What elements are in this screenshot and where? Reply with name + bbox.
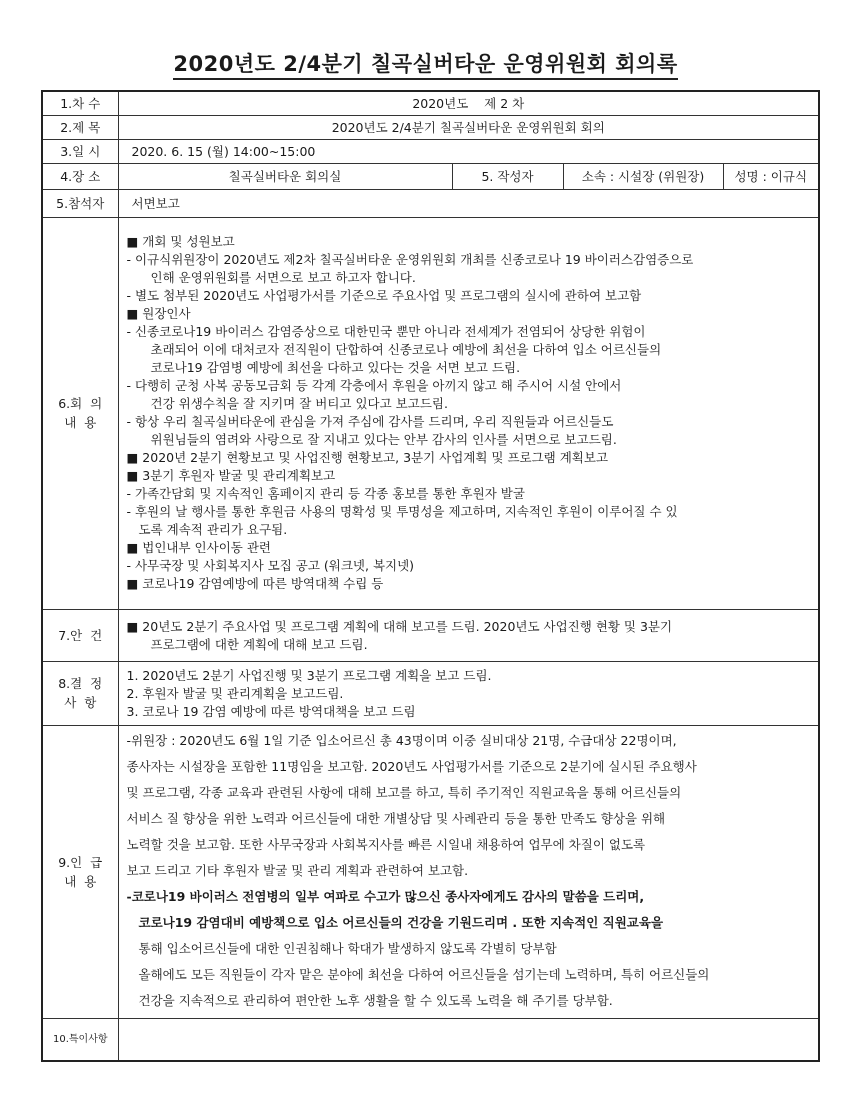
content-line: 코로나19 감염병 예방에 최선을 다하고 있다는 것을 서면 보고 드림.: [150, 360, 521, 375]
value-session: 2020년도 제 2 차: [118, 91, 819, 115]
row-remarks: [42, 1018, 819, 1061]
label-discussion-line1: 9.인 급: [58, 854, 103, 870]
value-writer-name: 성명 : 이규식: [723, 163, 819, 189]
content-line: - 사무국장 및 사회복지사 모집 공고 (워크넷, 복지넷): [126, 558, 415, 573]
content-line: ■ 원장인사: [126, 306, 191, 321]
label-meeting-content-line2: 내 용: [64, 415, 97, 430]
discussion-line: -코로나19 바이러스 전염병의 일부 여파로 수고가 많으신 종사자에게도 감사의 말씀을 드리며,: [126, 888, 645, 904]
row-resolutions: [42, 661, 819, 725]
agenda-line: ■ 20년도 2분기 주요사업 및 프로그램 계획에 대해 보고를 드림. 2020년도 사업진행 현황 및 3분기: [126, 619, 673, 634]
label-discussion-line2: 내 용: [64, 873, 97, 889]
label-meeting-content: [42, 217, 118, 609]
label-resolutions-line2: 사 항: [64, 695, 97, 710]
row-session: [42, 91, 819, 115]
discussion-line: 보고 드리고 기타 후원자 발굴 및 관리 계획과 관련하여 보고함.: [126, 862, 469, 878]
content-line: 초래되어 이에 대처코자 전직원이 단합하여 신종코로나 예방에 최선을 다하여 입소 어르신들의: [150, 342, 662, 357]
value-place: 칠곡실버타운 회의실: [118, 163, 452, 189]
label-meeting-content-line1: 6.회 의: [58, 396, 103, 411]
discussion-line: 올해에도 모든 직원들이 각자 맡은 분야에 최선을 다하여 어르신들을 섬기는데 노력하며, 특히 어르신들의: [138, 966, 710, 982]
discussion-line: 건강을 지속적으로 관리하여 편안한 노후 생활을 할 수 있도록 노력을 해 주기를 당부함.: [138, 992, 613, 1008]
label-subject: 2.제 목: [42, 115, 118, 139]
label-writer: 5. 작성자: [452, 163, 563, 189]
content-line: 위원님들의 염려와 사랑으로 잘 지내고 있다는 안부 감사의 인사를 서면으로 보고드림.: [150, 432, 617, 447]
meeting-content-body: [118, 217, 819, 609]
content-line: ■ 코로나19 감염예방에 따른 방역대책 수립 등: [126, 576, 384, 591]
row-meeting-content: [42, 217, 819, 609]
content-line: - 다행히 군청 사복 공동모금회 등 각계 각층에서 후원을 아끼지 않고 해 주시어 시설 안에서: [126, 378, 622, 393]
label-resolutions: [42, 661, 118, 725]
value-datetime: 2020. 6. 15 (월) 14:00~15:00: [118, 139, 819, 163]
content-line: ■ 3분기 후원자 발굴 및 관리계획보고: [126, 468, 336, 483]
resolution-item: 2. 후원자 발굴 및 관리계획을 보고드림.: [126, 685, 344, 701]
resolution-item: 1. 2020년도 2분기 사업진행 및 3분기 프로그램 계획을 보고 드림.: [126, 667, 492, 683]
row-subject: [42, 115, 819, 139]
discussion-line: 종사자는 시설장을 포함한 11명임을 보고함. 2020년도 사업평가서를 기준으로 2분기에 실시된 주요행사: [126, 758, 697, 774]
label-resolutions-line1: 8.결 정: [58, 676, 103, 691]
content-line: - 이규식위원장이 2020년도 제2차 칠곡실버타운 운영위원회 개최를 신종코로나 19 바이러스감염증으로: [126, 252, 694, 267]
content-line: 도록 계속적 관리가 요구됨.: [138, 522, 288, 537]
row-place: [42, 163, 819, 189]
discussion-line: 코로나19 감염대비 예방책으로 입소 어르신들의 건강을 기원드리며 . 또한 지속적인 직원교육을: [138, 914, 664, 930]
discussion-body: [118, 725, 819, 1018]
content-line: ■ 2020년 2분기 현황보고 및 사업진행 현황보고, 3분기 사업계획 및 프로그램 계획보고: [126, 450, 609, 465]
content-line: - 후원의 날 행사를 통한 후원금 사용의 명확성 및 투명성을 제고하며, 지속적인 후원이 이루어질 수 있: [126, 504, 678, 519]
content-line: - 별도 첨부된 2020년도 사업평가서를 기준으로 주요사업 및 프로그램의 실시에 관하여 보고함: [126, 288, 642, 303]
content-line: 건강 위생수칙을 잘 지키며 잘 버티고 있다고 보고드림.: [150, 396, 448, 411]
label-session: 1.차 수: [42, 91, 118, 115]
label-datetime: 3.일 시: [42, 139, 118, 163]
row-datetime: [42, 139, 819, 163]
document-title: [0, 48, 851, 78]
row-agenda: [42, 609, 819, 661]
discussion-line: -위원장 : 2020년도 6월 1일 기준 입소어르신 총 43명이며 이중 실비대상 21명, 수급대상 22명이며,: [126, 732, 677, 748]
resolution-item: 3. 코로나 19 감염 예방에 따른 방역대책을 보고 드림: [126, 703, 416, 719]
label-remarks: 10.특이사항: [42, 1018, 118, 1061]
minutes-table: [41, 90, 820, 1062]
value-affiliation: 소속 : 시설장 (위원장): [563, 163, 723, 189]
document-title-text: 2020년도 2/4분기 칠곡실버타운 운영위원회 회의록: [173, 52, 677, 80]
content-line: ■ 법인내부 인사이동 관련: [126, 540, 271, 555]
content-line: - 신종코로나19 바이러스 감염증상으로 대한민국 뿐만 아니라 전세계가 전염되어 상당한 위험이: [126, 324, 646, 339]
content-line: - 가족간담회 및 지속적인 홈페이지 관리 등 각종 홍보를 통한 후원자 발굴: [126, 486, 525, 501]
label-discussion: [42, 725, 118, 1018]
discussion-line: 및 프로그램, 각종 교육과 관련된 사항에 대해 보고를 하고, 특히 주기적인 직원교육을 통해 어르신들의: [126, 784, 682, 800]
discussion-line: 통해 입소어르신들에 대한 인권침해나 학대가 발생하지 않도록 각별히 당부함: [138, 940, 557, 956]
label-attendees: 5.참석자: [42, 189, 118, 217]
label-agenda: 7.안 건: [42, 609, 118, 661]
content-line: ■ 개회 및 성원보고: [126, 234, 235, 249]
value-remarks: [118, 1018, 819, 1061]
label-place: 4.장 소: [42, 163, 118, 189]
agenda-line: 프로그램에 대한 계획에 대해 보고 드림.: [150, 637, 368, 652]
resolutions-body: [118, 661, 819, 725]
row-attendees: [42, 189, 819, 217]
agenda-body: [118, 609, 819, 661]
row-discussion: [42, 725, 819, 1018]
discussion-line: 노력할 것을 보고함. 또한 사무국장과 사회복지사를 빠른 시일내 채용하여 업무에 차질이 없도록: [126, 836, 646, 852]
value-attendees: 서면보고: [118, 189, 819, 217]
content-line: - 항상 우리 칠곡실버타운에 관심을 가져 주심에 감사를 드리며, 우리 직원들과 어르신들도: [126, 414, 614, 429]
discussion-line: 서비스 질 향상을 위한 노력과 어르신들에 대한 개별상담 및 사례관리 등을 통한 만족도 향상을 위해: [126, 810, 666, 826]
content-line: 인해 운영위원회를 서면으로 보고 하고자 합니다.: [150, 270, 416, 285]
value-subject: 2020년도 2/4분기 칠곡실버타운 운영위원회 회의: [118, 115, 819, 139]
